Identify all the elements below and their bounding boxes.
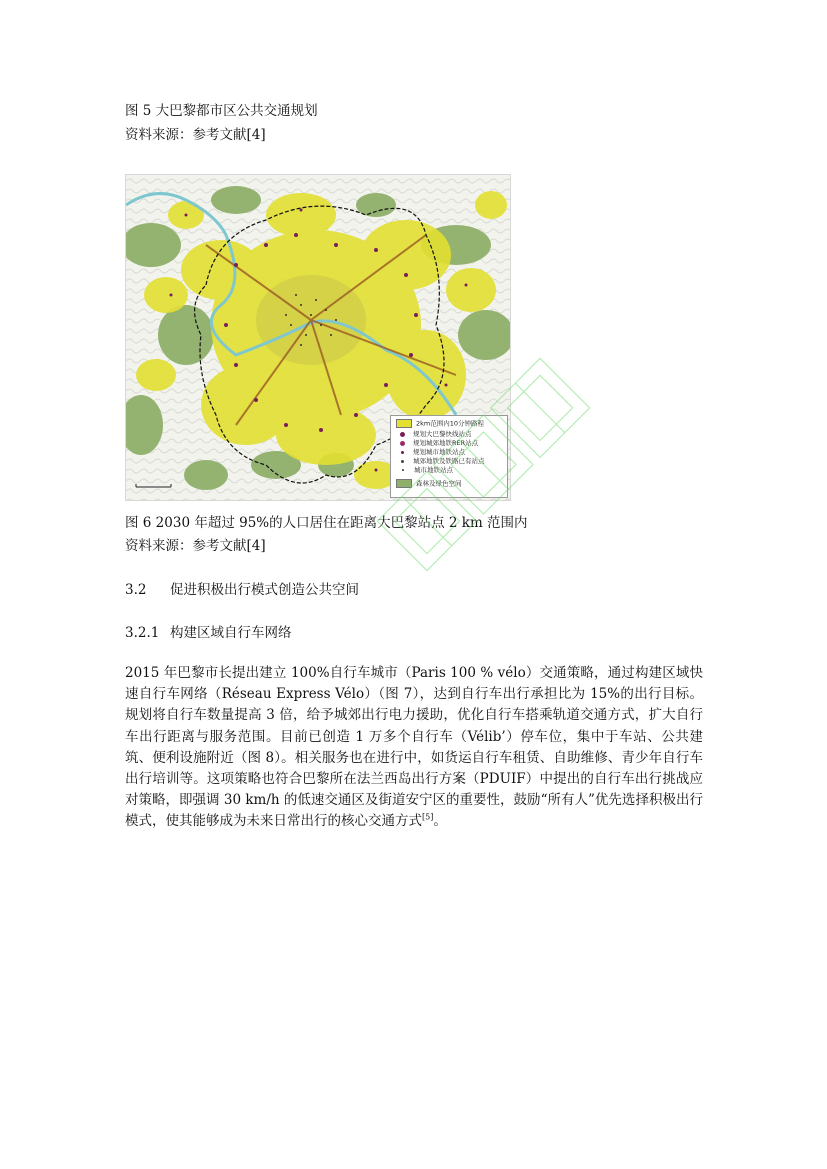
figure5-source: 资料来源：参考文献[4] [125,127,266,143]
paragraph-text: 2015 年巴黎市长提出建立 100%自行车城市（Paris 100 % vélo）交通策略，通过构建区域快速自行车网络（Réseau Express Vélo）（图 7），达到自行车出行承担比为 15%的出行目标。规划将自行车数量提高 3 倍，给予城郊出行电力援助，优化自行车搭乘轨道交通方式，扩大自行车出行距离与服务范围。目前已创造 1 万多个自行车（Vélib’）停车位，集中于车站、公共建筑、便利设施附近（图 8）。相关服务也在进行中，如货运自行车租赁、自助维修、青少年自行车出行培训等。这项策略也符合巴黎所在法兰西岛出行方案（PDUIF）中提出的自行车出行挑战应对策略，即强调 30 km/h 的低速交通区及街道安宁区的重要性，鼓励“所有人”优先选择积极出行模式，使其能够成为未来日常出行的核心交通方式 [125,665,703,830]
yellow-square-icon [396,419,412,428]
section-title: 促进积极出行模式创造公共空间 [170,582,359,598]
dot-icon [400,441,405,446]
dot-icon [400,432,405,437]
figure6-caption: 图 6 2030 年超过 95%的人口居住在距离大巴黎站点 2 km 范围内 [125,515,528,531]
citation-ref: [5] [422,812,434,822]
legend-item: 城市地铁站点 [396,466,453,475]
tiny-dot-icon [402,469,404,471]
legend-item: 森林及绿色空间 [396,479,462,488]
map-legend [390,415,508,498]
subsection-heading [125,625,292,641]
body-paragraph [125,663,703,833]
section-number: 3.2 [125,582,147,598]
legend-item: 2km范围内10分钟路程 [396,419,484,428]
legend-item: 规划大巴黎快线站点 [396,430,472,439]
figure6-map-image [125,174,511,501]
legend-item: 城郊地铁及铁路已有站点 [396,457,485,466]
figure6-source: 资料来源：参考文献[4] [125,538,266,554]
paragraph-end: 。 [433,813,447,830]
legend-item: 规划城郊地铁RER站点 [396,439,478,448]
legend-item: 规划城市地铁站点 [396,448,465,457]
subsection-number: 3.2.1 [125,625,160,641]
small-dot-icon [401,451,404,454]
green-square-icon [396,479,412,488]
small-dot-icon [401,460,404,463]
subsection-title: 构建区域自行车网络 [170,625,292,641]
figure5-caption: 图 5 大巴黎都市区公共交通规划 [125,103,318,119]
section-heading [125,582,359,598]
